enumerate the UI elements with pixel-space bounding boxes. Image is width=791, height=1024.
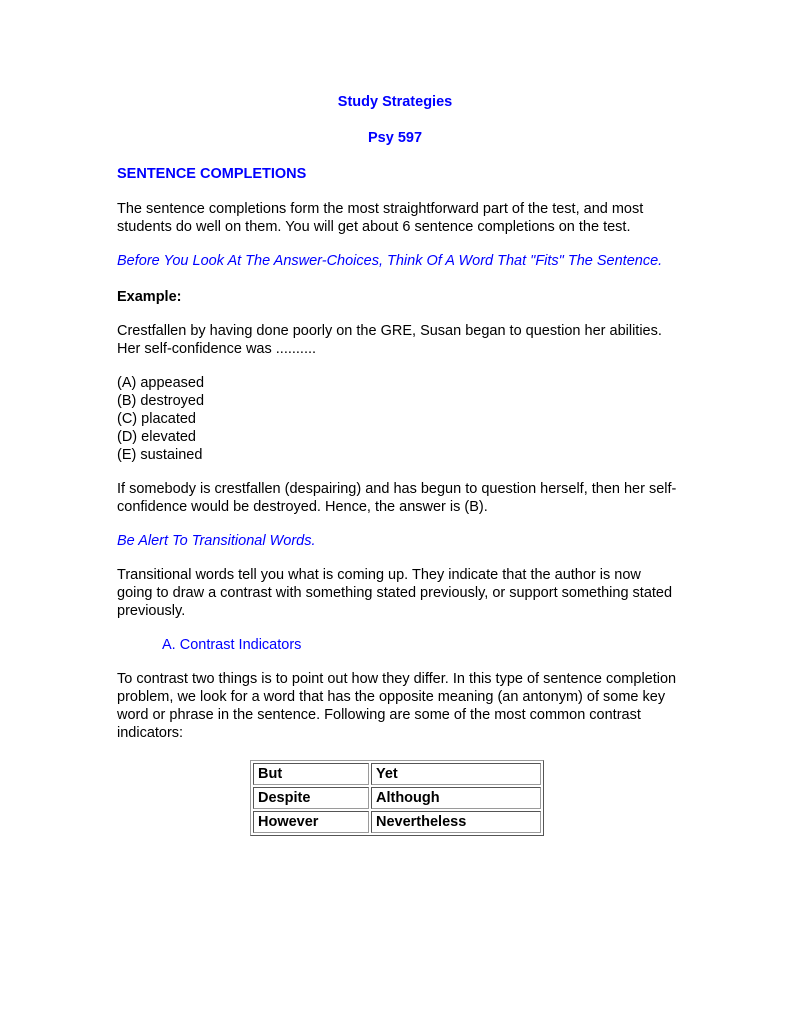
choice-e: (E) sustained	[117, 447, 203, 463]
table-row	[253, 763, 541, 785]
section-heading: SENTENCE COMPLETIONS	[117, 166, 307, 182]
document-body	[117, 92, 677, 836]
example-sentence: Crestfallen by having done poorly on the GRE, Susan began to question her abilities. Her self-confidence was ..........	[117, 323, 662, 357]
choice-c: (C) placated	[117, 411, 196, 427]
contrast-indicators-table	[250, 760, 544, 836]
choice-d: (D) elevated	[117, 429, 196, 445]
choice-a: (A) appeased	[117, 375, 205, 391]
table-cell: Yet	[371, 763, 541, 785]
explanation-paragraph: If somebody is crestfallen (despairing) and has begun to question herself, then her self-confidence would be destroyed. Hence, the answer is (B).	[117, 481, 677, 515]
table-row	[253, 787, 541, 809]
table-row	[253, 811, 541, 833]
transitional-paragraph: Transitional words tell you what is coming up. They indicate that the author is now going to draw a contrast with something stated previously, or support something stated previously.	[117, 567, 673, 619]
choice-b: (B) destroyed	[117, 393, 205, 409]
table-cell: Although	[371, 787, 541, 809]
intro-paragraph: The sentence completions form the most straightforward part of the test, and most students do well on them. You will get about 6 sentence completions on the test.	[117, 201, 644, 235]
answer-choices	[117, 374, 677, 464]
course-code: Psy 597	[367, 130, 423, 146]
page-title: Study Strategies	[337, 94, 453, 110]
contrast-paragraph: To contrast two things is to point out how they differ. In this type of sentence completion problem, we look for a word that has the opposite meaning (an antonym) of some key word or phrase in the sentence. Following are some of the most common contrast indicators:	[117, 671, 677, 741]
table-cell: But	[253, 763, 369, 785]
example-label: Example:	[117, 289, 182, 305]
table-cell: Nevertheless	[371, 811, 541, 833]
subsection-heading: A. Contrast Indicators	[162, 637, 302, 653]
tip-transitional-words: Be Alert To Transitional Words.	[117, 533, 316, 549]
table-cell: However	[253, 811, 369, 833]
table-cell: Despite	[253, 787, 369, 809]
tip-think-of-word: Before You Look At The Answer-Choices, Think Of A Word That "Fits" The Sentence.	[117, 253, 663, 269]
